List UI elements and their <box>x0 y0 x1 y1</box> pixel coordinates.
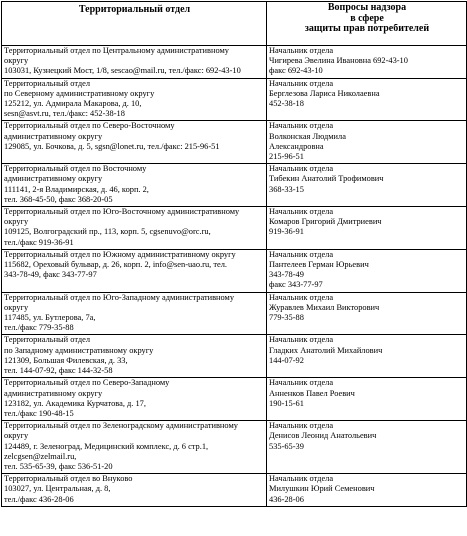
head-line: Начальник отдела <box>269 474 334 484</box>
head-line: 144-07-92 <box>269 355 304 365</box>
office-line: Территориальный отдел во Внуково <box>4 474 133 484</box>
office-line: 117485, ул. Бутлерова, 7а, <box>4 313 96 323</box>
office-line: тел./факс 779-35-88 <box>4 323 74 333</box>
table-row <box>2 335 467 378</box>
office-line: тел./факс 436-28-06 <box>4 494 74 504</box>
head-line: 343-78-49 <box>269 270 304 280</box>
office-line: 103031, Кузнецкий Мост, 1/8, sescao@mail.ru, тел./факс: 692-43-10 <box>4 66 241 76</box>
head-line: Начальник отдела <box>269 378 334 388</box>
office-cell <box>2 249 267 292</box>
head-line: 436-28-06 <box>269 494 304 504</box>
head-line: 368-33-15 <box>269 184 304 194</box>
head-cell <box>267 249 467 292</box>
head-cell <box>267 335 467 378</box>
office-cell <box>2 207 267 250</box>
head-line: Начальник отдела <box>269 78 334 88</box>
office-line: округу <box>4 302 29 312</box>
office-cell <box>2 292 267 335</box>
office-line: 103027, ул. Центральная, д. 8, <box>4 484 111 494</box>
office-line: округу <box>4 431 29 441</box>
table-row <box>2 421 467 474</box>
office-line: sesn@asvt.ru, тел./факс: 452-38-18 <box>4 109 125 119</box>
head-line: Анненков Павел Роевич <box>269 388 355 398</box>
office-line: Территориальный отдел по Юго-Западному административному <box>4 292 235 302</box>
office-line: административному округу <box>4 174 103 184</box>
head-line: 919-36-91 <box>269 227 304 237</box>
table-row <box>2 474 467 507</box>
office-line: Территориальный отдел по Северо-Западному <box>4 378 170 388</box>
head-cell <box>267 378 467 421</box>
head-line: Журавлев Михаил Викторович <box>269 302 380 312</box>
head-cell <box>267 46 467 79</box>
office-line: Территориальный отдел <box>4 78 91 88</box>
head-cell <box>267 474 467 507</box>
head-line: Александровна <box>269 141 324 151</box>
office-line: административному округу <box>4 388 103 398</box>
head-line: Пантелеев Герман Юрьевич <box>269 260 369 270</box>
head-line: Начальник отдела <box>269 164 334 174</box>
office-line: тел. 535-65-39, факс 536-51-20 <box>4 461 113 471</box>
office-line: 111141, 2-я Владимирская, д. 46, корп. 2, <box>4 184 149 194</box>
office-line: 125212, ул. Адмирала Макарова, д. 10, <box>4 99 142 109</box>
office-line: по Северному административному округу <box>4 88 155 98</box>
head-line: 779-35-88 <box>269 313 304 323</box>
table-header-row <box>2 2 467 46</box>
office-cell <box>2 121 267 164</box>
head-line: Тибекин Анатолий Трофимович <box>269 174 384 184</box>
office-line: тел. 144-07-92, факс 144-32-58 <box>4 366 113 376</box>
head-line: Начальник отдела <box>269 249 334 259</box>
head-line: Начальник отдела <box>269 121 334 131</box>
head-line: Милушкин Юрий Семенович <box>269 484 375 494</box>
office-line: 123182, ул. Академика Курчатова, д. 17, <box>4 398 146 408</box>
office-line: Территориальный отдел по Восточному <box>4 164 147 174</box>
table-row <box>2 78 467 121</box>
office-line: Территориальный отдел по Южному административному округу <box>4 249 236 259</box>
office-line: тел./факс 190-48-15 <box>4 408 74 418</box>
office-cell <box>2 78 267 121</box>
office-line: 121309, Большая Филевская, д. 33, <box>4 355 128 365</box>
office-line: Территориальный отдел по Юго-Восточному административному <box>4 207 240 217</box>
head-line: Денисов Леонид Анатольевич <box>269 431 377 441</box>
header-line: в сфере <box>350 13 384 24</box>
head-cell <box>267 164 467 207</box>
office-line: 343-78-49, факс 343-77-97 <box>4 270 97 280</box>
office-line: тел. 368-45-50, факс 368-20-05 <box>4 194 113 204</box>
head-line: Чигирева Эвелина Ивановна 692-43-10 <box>269 56 408 66</box>
head-line: факс 692-43-10 <box>269 66 323 76</box>
head-line: Волконская Людмила <box>269 131 346 141</box>
head-line: факс 343-77-97 <box>269 280 323 290</box>
head-cell <box>267 207 467 250</box>
table-row <box>2 207 467 250</box>
table-row <box>2 292 467 335</box>
office-line: административному округу <box>4 131 103 141</box>
office-cell <box>2 474 267 507</box>
office-line: 115682, Ореховый бульвар, д. 26, корп. 2, info@sen-uao.ru, тел. <box>4 260 227 270</box>
table-row <box>2 121 467 164</box>
head-line: Начальник отдела <box>269 335 334 345</box>
head-line: Начальник отдела <box>269 292 334 302</box>
header-consumer-protection <box>267 2 467 46</box>
head-line: Гладких Анатолий Михайлович <box>269 345 383 355</box>
territorial-offices-table <box>1 1 467 507</box>
header-line: Вопросы надзора <box>327 3 407 13</box>
head-line: Начальник отдела <box>269 46 334 55</box>
head-line: 535-65-39 <box>269 441 304 451</box>
office-line: zelcgsen@zelmail.ru, <box>4 451 77 461</box>
head-cell <box>267 292 467 335</box>
office-line: тел./факс 919-36-91 <box>4 237 74 247</box>
office-line: 129085, ул. Бочкова, д. 5, sgsn@lonet.ru, тел./факс: 215-96-51 <box>4 141 220 151</box>
office-line: по Западному административному округу <box>4 345 154 355</box>
office-line: Территориальный отдел по Северо-Восточному <box>4 121 175 131</box>
office-line: 109125, Волгоградский пр., 113, корп. 5, cgsenuvo@orc.ru, <box>4 227 211 237</box>
head-line: 190-15-61 <box>269 398 304 408</box>
head-line: 452-38-18 <box>269 99 304 109</box>
head-cell <box>267 78 467 121</box>
office-line: округу <box>4 217 29 227</box>
header-line: защиты прав потребителей <box>304 24 430 34</box>
header-territorial-office: Территориальный отдел <box>2 2 267 46</box>
head-line: Берглезова Лариса Николаевна <box>269 88 380 98</box>
office-line: Территориальный отдел <box>4 335 91 345</box>
office-line: округу <box>4 56 29 66</box>
office-cell <box>2 335 267 378</box>
office-cell <box>2 421 267 474</box>
office-cell <box>2 378 267 421</box>
head-line: 215-96-51 <box>269 152 304 162</box>
head-line: Начальник отдела <box>269 207 334 217</box>
office-line: Территориальный отдел по Центральному административному <box>4 46 229 55</box>
table-row <box>2 249 467 292</box>
table-row <box>2 378 467 421</box>
office-line: Территориальный отдел по Зеленоградскому административному <box>4 421 238 431</box>
head-cell <box>267 421 467 474</box>
table-row <box>2 46 467 79</box>
head-line: Комаров Григорий Дмитриевич <box>269 217 382 227</box>
head-line: Начальник отдела <box>269 421 334 431</box>
table-row <box>2 164 467 207</box>
office-cell <box>2 164 267 207</box>
office-cell <box>2 46 267 79</box>
office-line: 124489, г. Зеленоград, Медицинский комплекс, д. 6 стр.1, <box>4 441 209 451</box>
head-cell <box>267 121 467 164</box>
